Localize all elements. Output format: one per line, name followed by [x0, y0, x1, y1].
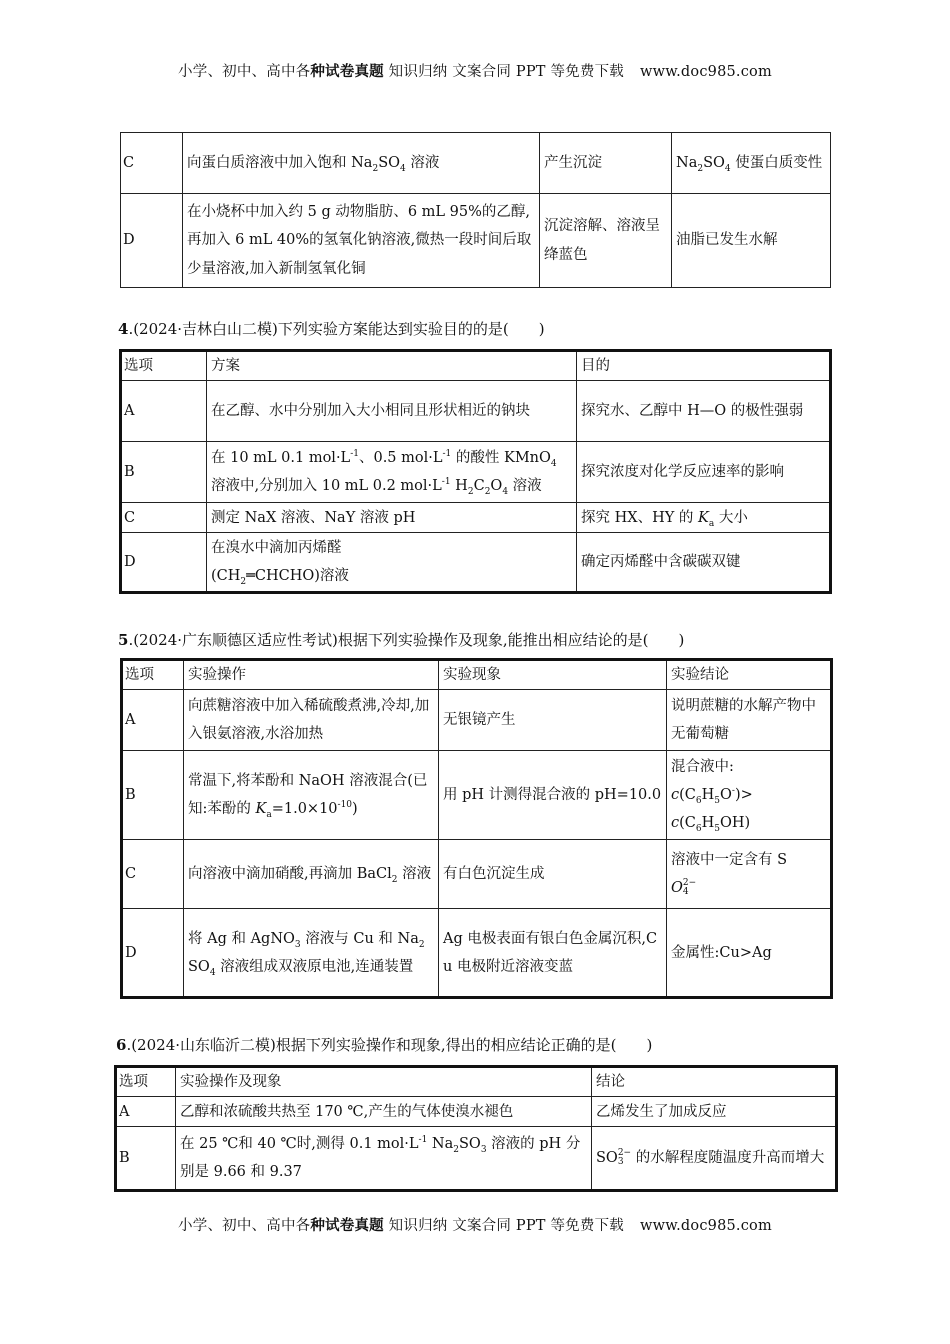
- prev-question-table: [120, 132, 831, 288]
- question-number: 5: [118, 631, 129, 649]
- phenomenon-cell: 产生沉淀: [540, 133, 672, 194]
- plan-cell: 向蛋白质溶液中加入饱和 $Na_2SO_4$ 溶液: [183, 133, 540, 194]
- table-row: [121, 133, 831, 194]
- question-text: .(2024·吉林白山二模)下列实验方案能达到实验目的的是( ): [128, 320, 545, 338]
- header-conclusion: 结论: [592, 1067, 837, 1097]
- table-row: [121, 194, 831, 288]
- question-4-table: [119, 349, 832, 594]
- table-row: [116, 1097, 837, 1127]
- table-row: [121, 442, 831, 503]
- phenomenon-cell: Ag 电极表面有银白色金属沉积,Cu 电极附近溶液变蓝: [439, 909, 667, 998]
- question-number: 6: [116, 1036, 127, 1054]
- banner-text-2: 知识归纳 文案合同 PPT 等免费下载: [383, 1218, 624, 1234]
- plan-cell: 测定 NaX 溶液、NaY 溶液 pH: [207, 503, 577, 533]
- conclusion-cell: 混合液中: $c(C_6H_5O^-)>$ $c(C_6H_5OH)$: [667, 751, 832, 840]
- header-plan: 方案: [207, 351, 577, 381]
- goal-cell: 探究 HX、HY 的 $K_a$ 大小: [577, 503, 831, 533]
- table-row: [122, 840, 832, 909]
- header-goal: 目的: [577, 351, 831, 381]
- table-header-row: [121, 351, 831, 381]
- goal-cell: 确定丙烯醛中含碳碳双键: [577, 533, 831, 593]
- option-cell: A: [121, 381, 207, 442]
- table-row: [121, 533, 831, 593]
- table-row: [116, 1127, 837, 1191]
- conclusion-cell: $Na_2SO_4$ 使蛋白质变性: [672, 133, 831, 194]
- header-phenomenon: 实验现象: [439, 660, 667, 690]
- table-row: [121, 503, 831, 533]
- footer-banner: [0, 1214, 950, 1235]
- question-5-stem: [118, 629, 684, 650]
- table-row: [122, 909, 832, 998]
- option-cell: D: [121, 194, 183, 288]
- conclusion-cell: 油脂已发生水解: [672, 194, 831, 288]
- banner-text-1: 小学、初中、高中各: [178, 1218, 311, 1234]
- conclusion-cell: 金属性:Cu>Ag: [667, 909, 832, 998]
- option-cell: B: [122, 751, 184, 840]
- conclusion-cell: SO 2− 3 的水解程度随温度升高而增大: [592, 1127, 837, 1191]
- question-6-stem: [116, 1034, 652, 1055]
- question-text: .(2024·山东临沂二模)根据下列实验操作和现象,得出的相应结论正确的是( ): [126, 1036, 653, 1054]
- plan-cell: 在乙醇、水中分别加入大小相同且形状相近的钠块: [207, 381, 577, 442]
- phenomenon-cell: 有白色沉淀生成: [439, 840, 667, 909]
- table-row: [121, 381, 831, 442]
- plan-cell: 在小烧杯中加入约 5 g 动物脂肪、6 mL 95%的乙醇,再加入 6 mL 40%的氢氧化钠溶液,微热一段时间后取少量溶液,加入新制氢氧化铜: [183, 194, 540, 288]
- option-cell: B: [121, 442, 207, 503]
- question-number: 4: [118, 320, 129, 338]
- header-option: 选项: [116, 1067, 176, 1097]
- option-cell: A: [122, 690, 184, 751]
- option-cell: C: [121, 133, 183, 194]
- operation-cell: 向溶液中滴加硝酸,再滴加 BaCl$_2$ 溶液: [184, 840, 439, 909]
- banner-text-bold: 种试卷真题: [310, 1217, 384, 1234]
- option-cell: A: [116, 1097, 176, 1127]
- conclusion-cell: 乙烯发生了加成反应: [592, 1097, 837, 1127]
- table-row: [122, 690, 832, 751]
- banner-url-link[interactable]: www.doc985.com: [639, 64, 772, 80]
- banner-text-bold: 种试卷真题: [310, 63, 384, 80]
- question-6-table: [114, 1065, 838, 1192]
- conclusion-cell: 说明蔗糖的水解产物中无葡萄糖: [667, 690, 832, 751]
- option-cell: C: [121, 503, 207, 533]
- operation-cell: 乙醇和浓硫酸共热至 170 ℃,产生的气体使溴水褪色: [176, 1097, 592, 1127]
- table-header-row: [122, 660, 832, 690]
- goal-cell: 探究水、乙醇中 H—O 的极性强弱: [577, 381, 831, 442]
- phenomenon-cell: 沉淀溶解、溶液呈绛蓝色: [540, 194, 672, 288]
- phenomenon-cell: 用 pH 计测得混合液的 pH=10.0: [439, 751, 667, 840]
- phenomenon-cell: 无银镜产生: [439, 690, 667, 751]
- table-header-row: [116, 1067, 837, 1097]
- option-cell: C: [122, 840, 184, 909]
- question-5-table: [120, 658, 833, 999]
- banner-text-1: 小学、初中、高中各: [178, 64, 311, 80]
- conclusion-cell: 溶液中一定含有 S O 2− 4: [667, 840, 832, 909]
- table-row: [122, 751, 832, 840]
- header-conclusion: 实验结论: [667, 660, 832, 690]
- goal-cell: 探究浓度对化学反应速率的影响: [577, 442, 831, 503]
- header-operation: 实验操作及现象: [176, 1067, 592, 1097]
- banner-text-2: 知识归纳 文案合同 PPT 等免费下载: [383, 64, 624, 80]
- header-option: 选项: [122, 660, 184, 690]
- operation-cell: 常温下,将苯酚和 NaOH 溶液混合(已知:苯酚的 $K_a=1.0\times 10^{-10}$): [184, 751, 439, 840]
- header-banner: [0, 60, 950, 81]
- header-operation: 实验操作: [184, 660, 439, 690]
- operation-cell: 将 Ag 和 AgNO$_3$ 溶液与 Cu 和 $Na_2SO_4$ 溶液组成双液原电池,连通装置: [184, 909, 439, 998]
- plan-cell: 在 10 mL 0.1 $mol\cdot L^{-1}$、0.5 $mol\cdot L^{-1}$ 的酸性 KMnO$_4$ 溶液中,分别加入 10 mL 0.2 $mol\cdot L^{-1}$ $H_2C_2O_4$ 溶液: [207, 442, 577, 503]
- option-cell: D: [122, 909, 184, 998]
- question-text: .(2024·广东顺德区适应性考试)根据下列实验操作及现象,能推出相应结论的是( ): [128, 631, 685, 649]
- header-option: 选项: [121, 351, 207, 381]
- operation-cell: 在 25 ℃和 40 ℃时,测得 0.1 $mol\cdot L^{-1}$ $Na_2SO_3$ 溶液的 pH 分别是 9.66 和 9.37: [176, 1127, 592, 1191]
- option-cell: B: [116, 1127, 176, 1191]
- banner-url-link[interactable]: www.doc985.com: [639, 1218, 772, 1234]
- option-cell: D: [121, 533, 207, 593]
- operation-cell: 向蔗糖溶液中加入稀硫酸煮沸,冷却,加入银氨溶液,水浴加热: [184, 690, 439, 751]
- plan-cell: 在溴水中滴加丙烯醛 $(CH_2═CHCHO)$溶液: [207, 533, 577, 593]
- question-4-stem: [118, 318, 545, 339]
